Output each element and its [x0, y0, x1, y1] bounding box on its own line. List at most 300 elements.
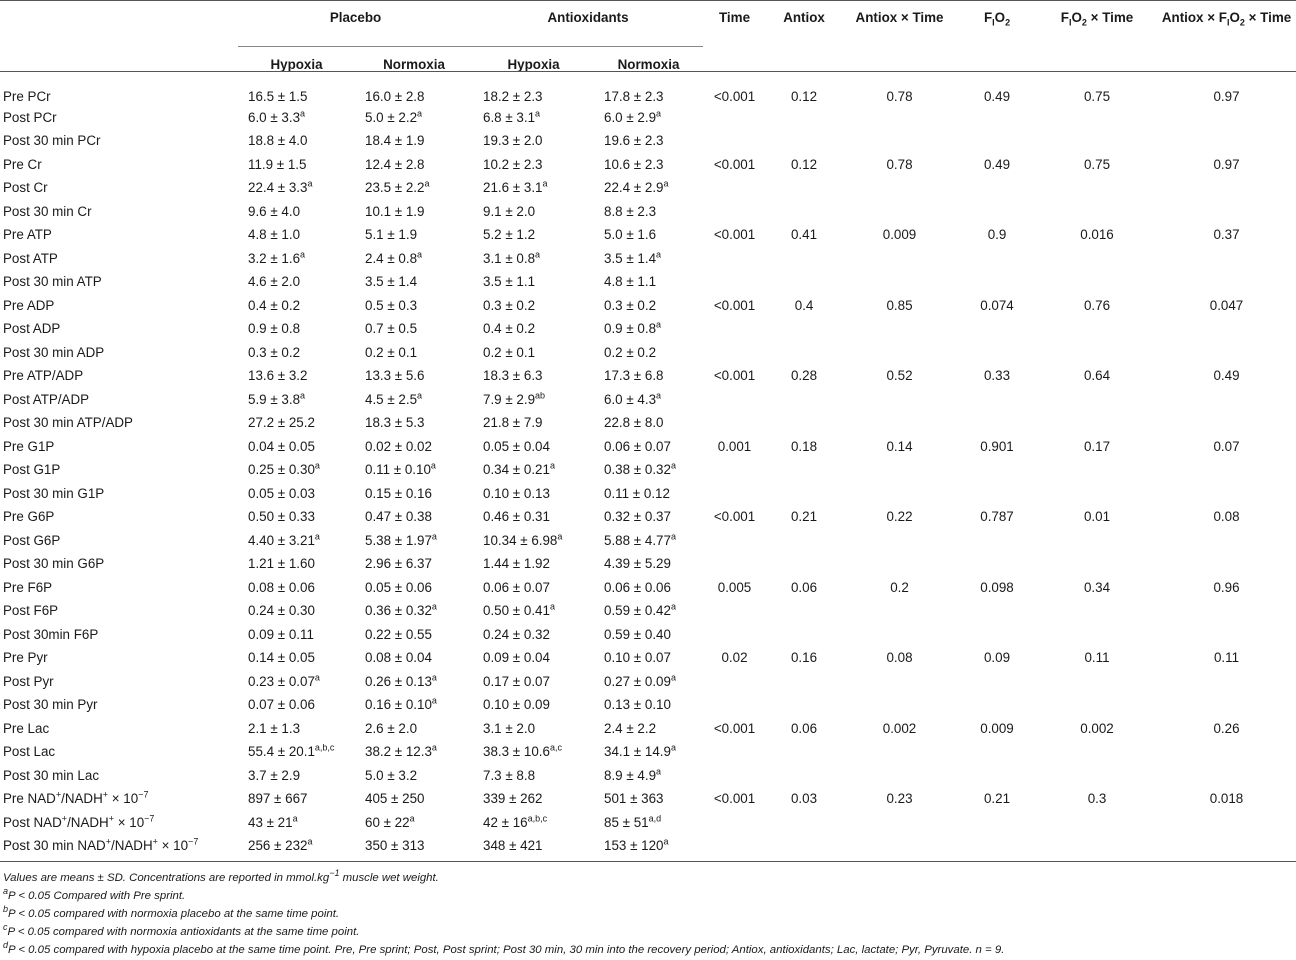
row-label — [0, 670, 238, 694]
cell-p-fio2-x-time: 0.002 — [1080, 720, 1114, 736]
cell-placebo-hypoxia — [238, 834, 355, 858]
cell-antiox-normoxia — [594, 317, 703, 341]
cell-placebo-hypoxia-sup: a — [314, 531, 320, 542]
cell-placebo-hypoxia-value: 0.9 ± 0.8 — [248, 321, 301, 337]
cell-p-antiox-x-time: 0.009 — [882, 227, 917, 243]
cell-placebo-hypoxia-value: 16.5 ± 1.5 — [248, 89, 308, 105]
row-label-exp: −7 — [138, 789, 149, 800]
cell-p-fio2-x-time — [1037, 529, 1157, 553]
row-label-text: Post PCr — [3, 109, 57, 125]
cell-p-fio2: 0.074 — [980, 297, 1014, 313]
cell-placebo-normoxia-value: 2.6 ± 2.0 — [365, 720, 418, 736]
cell-p-fio2: 0.098 — [980, 579, 1014, 595]
cell-p-antiox-x-fio2-x-time — [1157, 129, 1296, 153]
row-label-text: Post ADP — [3, 321, 61, 337]
row-label — [0, 693, 238, 717]
cell-p-antiox-x-fio2-x-time — [1157, 388, 1296, 412]
row-label-text: Post 30 min PCr — [3, 133, 101, 149]
cell-p-antiox-x-time — [842, 740, 957, 764]
cell-p-antiox — [766, 482, 842, 506]
cell-placebo-normoxia — [355, 693, 473, 717]
cell-antiox-normoxia — [594, 787, 703, 811]
row-label-text: Pre G6P — [3, 509, 55, 525]
cell-placebo-normoxia — [355, 529, 473, 553]
cell-placebo-normoxia-sup: a — [431, 695, 437, 706]
cell-antiox-hypoxia-value: 7.3 ± 8.8 — [483, 767, 536, 783]
cell-placebo-hypoxia — [238, 458, 355, 482]
cell-placebo-normoxia-value: 5.0 ± 3.2 — [365, 767, 418, 783]
cell-placebo-hypoxia — [238, 811, 355, 835]
cell-placebo-hypoxia — [238, 529, 355, 553]
cell-antiox-hypoxia-value: 9.1 ± 2.0 — [483, 203, 536, 219]
cell-placebo-normoxia-value: 0.08 ± 0.04 — [365, 650, 432, 666]
cell-p-antiox-x-time — [842, 623, 957, 647]
cell-p-fio2 — [957, 129, 1037, 153]
cell-p-fio2-x-time — [1037, 341, 1157, 365]
cell-placebo-hypoxia — [238, 482, 355, 506]
cell-p-antiox-x-time — [842, 388, 957, 412]
cell-placebo-normoxia-value: 18.4 ± 1.9 — [365, 133, 425, 149]
cell-p-fio2 — [957, 764, 1037, 788]
row-label-text: Post Pyr — [3, 673, 54, 689]
cell-p-fio2 — [957, 482, 1037, 506]
cell-antiox-normoxia — [594, 270, 703, 294]
cell-placebo-normoxia — [355, 435, 473, 459]
cell-antiox-hypoxia-value: 7.9 ± 2.9 — [483, 391, 536, 407]
cell-antiox-normoxia — [594, 646, 703, 670]
cell-placebo-hypoxia — [238, 388, 355, 412]
cell-placebo-hypoxia — [238, 599, 355, 623]
row-label-text: Pre Pyr — [3, 650, 48, 666]
cell-p-antiox-x-time: 0.08 — [886, 650, 913, 666]
cell-antiox-hypoxia — [473, 482, 594, 506]
row-label-text: Pre ADP — [3, 297, 55, 313]
cell-placebo-normoxia — [355, 646, 473, 670]
footnote-values-exp: −1 — [329, 868, 340, 879]
cell-antiox-normoxia-sup: a — [656, 108, 662, 119]
cell-antiox-hypoxia-value: 0.24 ± 0.32 — [483, 626, 550, 642]
cell-antiox-hypoxia — [473, 411, 594, 435]
cell-antiox-normoxia-value: 8.9 ± 4.9 — [604, 767, 657, 783]
cell-antiox-hypoxia — [473, 317, 594, 341]
cell-p-antiox — [766, 740, 842, 764]
cell-antiox-normoxia-value: 2.4 ± 2.2 — [604, 720, 657, 736]
cell-placebo-hypoxia — [238, 294, 355, 318]
row-label-text: Pre Lac — [3, 720, 50, 736]
cell-placebo-normoxia-value: 0.2 ± 0.1 — [365, 344, 418, 360]
cell-p-fio2: 0.009 — [980, 720, 1014, 736]
cell-p-fio2 — [957, 411, 1037, 435]
cell-antiox-normoxia-value: 6.0 ± 4.3 — [604, 391, 657, 407]
table-body — [0, 82, 1296, 858]
cell-p-antiox-x-fio2-x-time — [1157, 200, 1296, 224]
row-label-text: Pre Cr — [3, 156, 42, 172]
cell-p-antiox-x-time — [842, 599, 957, 623]
cell-p-antiox-x-time — [842, 834, 957, 858]
row-label-sup: + — [61, 813, 68, 824]
cell-p-antiox-x-fio2-x-time — [1157, 693, 1296, 717]
cell-placebo-hypoxia — [238, 129, 355, 153]
cell-p-antiox-x-time: 0.52 — [886, 368, 913, 384]
cell-p-time — [703, 411, 766, 435]
cell-antiox-hypoxia — [473, 364, 594, 388]
cell-antiox-normoxia — [594, 740, 703, 764]
cell-p-fio2-x-time — [1037, 623, 1157, 647]
cell-p-antiox — [766, 552, 842, 576]
cell-placebo-hypoxia — [238, 787, 355, 811]
cell-placebo-hypoxia-value: 0.14 ± 0.05 — [248, 650, 315, 666]
cell-antiox-normoxia-sup: a,d — [648, 813, 662, 824]
cell-placebo-hypoxia-value: 27.2 ± 25.2 — [248, 415, 315, 431]
cell-p-antiox-x-time — [842, 341, 957, 365]
cell-p-antiox — [766, 529, 842, 553]
cell-antiox-hypoxia-value: 3.1 ± 2.0 — [483, 720, 536, 736]
cell-placebo-normoxia-sup: a — [430, 460, 436, 471]
cell-placebo-normoxia — [355, 552, 473, 576]
cell-p-fio2-x-time — [1037, 411, 1157, 435]
cell-placebo-hypoxia-value: 0.23 ± 0.07 — [248, 673, 315, 689]
cell-p-antiox-x-time — [842, 670, 957, 694]
row-label-sup: + — [55, 789, 62, 800]
cell-placebo-hypoxia-value: 0.04 ± 0.05 — [248, 438, 315, 454]
cell-placebo-normoxia-sup: a — [431, 601, 437, 612]
cell-placebo-normoxia-value: 2.96 ± 6.37 — [365, 556, 432, 572]
cell-p-antiox-x-time: 0.002 — [882, 720, 917, 736]
cell-antiox-normoxia — [594, 82, 703, 106]
sub-hypoxia-antiox — [473, 47, 594, 83]
cell-antiox-normoxia-value: 4.8 ± 1.1 — [604, 274, 657, 290]
table-row — [0, 576, 1296, 600]
cell-p-time — [703, 317, 766, 341]
cell-p-antiox-x-fio2-x-time: 0.49 — [1213, 368, 1240, 384]
cell-antiox-normoxia — [594, 505, 703, 529]
cell-p-fio2 — [957, 599, 1037, 623]
cell-antiox-hypoxia — [473, 717, 594, 741]
cell-placebo-hypoxia-value: 22.4 ± 3.3 — [248, 180, 308, 196]
cell-antiox-hypoxia-value: 0.09 ± 0.04 — [483, 650, 550, 666]
cell-p-antiox — [766, 693, 842, 717]
sub-normoxia-placebo-label: Normoxia — [383, 57, 445, 72]
footnote-d-text: P < 0.05 compared with hypoxia placebo at the same time point. Pre, Pre sprint; Post, Post sprint; Post 30 min, 30 min into the recovery period; Antiox, antioxidants; Lac, lactate; Pyr, Pyruvate. n = 9. — [8, 944, 1005, 956]
cell-antiox-hypoxia — [473, 764, 594, 788]
row-label-sup: + — [102, 789, 109, 800]
cell-p-time: 0.005 — [717, 579, 752, 595]
cell-p-time — [703, 200, 766, 224]
cell-p-antiox-x-fio2-x-time — [1157, 764, 1296, 788]
cell-antiox-normoxia-value: 0.32 ± 0.37 — [604, 509, 671, 525]
cell-antiox-normoxia-value: 17.8 ± 2.3 — [604, 89, 664, 105]
col-fio2 — [957, 0, 1037, 82]
table-row — [0, 458, 1296, 482]
cell-antiox-normoxia — [594, 623, 703, 647]
cell-antiox-normoxia-value: 0.10 ± 0.07 — [604, 650, 671, 666]
row-label-text: Post 30 min Lac — [3, 767, 100, 783]
cell-p-fio2-x-time — [1037, 811, 1157, 835]
cell-placebo-normoxia — [355, 576, 473, 600]
cell-placebo-hypoxia-value: 4.6 ± 2.0 — [248, 274, 301, 290]
cell-antiox-normoxia — [594, 717, 703, 741]
cell-antiox-hypoxia-value: 0.50 ± 0.41 — [483, 603, 550, 619]
cell-p-fio2: 0.33 — [983, 368, 1011, 384]
cell-antiox-hypoxia-value: 21.6 ± 3.1 — [483, 180, 543, 196]
cell-p-fio2 — [957, 623, 1037, 647]
cell-p-antiox-x-time — [842, 106, 957, 130]
cell-antiox-hypoxia-value: 0.06 ± 0.07 — [483, 579, 550, 595]
table-row — [0, 176, 1296, 200]
cell-placebo-hypoxia — [238, 411, 355, 435]
cell-placebo-hypoxia — [238, 693, 355, 717]
cell-antiox-hypoxia — [473, 623, 594, 647]
cell-p-time: <0.001 — [713, 227, 756, 243]
cell-p-fio2: 0.49 — [983, 89, 1011, 105]
cell-placebo-normoxia — [355, 811, 473, 835]
cell-p-antiox-x-fio2-x-time — [1157, 599, 1296, 623]
row-label-text: Pre PCr — [3, 89, 51, 105]
cell-placebo-hypoxia-value: 3.2 ± 1.6 — [248, 250, 301, 266]
cell-p-fio2-x-time — [1037, 270, 1157, 294]
cell-placebo-normoxia — [355, 129, 473, 153]
cell-placebo-hypoxia-value: 3.7 ± 2.9 — [248, 767, 301, 783]
cell-p-fio2-x-time: 0.75 — [1083, 89, 1111, 105]
cell-p-fio2: 0.09 — [983, 650, 1011, 666]
cell-p-fio2 — [957, 176, 1037, 200]
cell-p-fio2-x-time — [1037, 552, 1157, 576]
cell-placebo-normoxia — [355, 317, 473, 341]
cell-p-fio2-x-time: 0.3 — [1087, 791, 1107, 807]
cell-antiox-normoxia-sup: a — [670, 601, 676, 612]
table-row — [0, 693, 1296, 717]
cell-p-antiox: 0.12 — [790, 156, 818, 172]
cell-p-antiox-x-time — [842, 176, 957, 200]
cell-p-time — [703, 740, 766, 764]
col-fio2-2: 2 — [1005, 17, 1011, 28]
cell-p-fio2-x-time: 0.016 — [1080, 227, 1114, 243]
cell-p-antiox: 0.16 — [790, 650, 818, 666]
row-label-text: Pre ATP — [3, 227, 52, 243]
cell-p-time — [703, 693, 766, 717]
cell-placebo-normoxia-value: 0.16 ± 0.10 — [365, 697, 432, 713]
row-label — [0, 787, 238, 811]
cell-antiox-hypoxia-value: 5.2 ± 1.2 — [483, 227, 536, 243]
row-label-text: Post 30 min ATP/ADP — [3, 415, 133, 431]
cell-placebo-normoxia-sup: a — [417, 390, 423, 401]
cell-p-antiox-x-fio2-x-time: 0.26 — [1213, 720, 1240, 736]
cell-antiox-hypoxia-value: 0.4 ± 0.2 — [483, 321, 536, 337]
row-label — [0, 341, 238, 365]
cell-p-time — [703, 247, 766, 271]
col-fio2-x-time-i: I — [1068, 17, 1072, 28]
cell-antiox-hypoxia — [473, 200, 594, 224]
cell-placebo-normoxia — [355, 200, 473, 224]
col-antiox-x-time — [842, 0, 957, 82]
cell-p-antiox — [766, 670, 842, 694]
footnote-a-mark: a — [3, 886, 9, 897]
cell-antiox-hypoxia — [473, 576, 594, 600]
cell-p-antiox-x-time — [842, 458, 957, 482]
cell-antiox-normoxia-value: 0.06 ± 0.06 — [604, 579, 671, 595]
cell-p-fio2: 0.787 — [980, 509, 1014, 525]
cell-p-fio2-x-time — [1037, 388, 1157, 412]
table-row — [0, 435, 1296, 459]
cell-p-antiox-x-time: 0.85 — [886, 297, 913, 313]
cell-p-antiox-x-fio2-x-time: 0.047 — [1209, 297, 1244, 313]
cell-placebo-hypoxia-value: 18.8 ± 4.0 — [248, 133, 308, 149]
cell-antiox-normoxia-sup: a — [656, 390, 662, 401]
cell-placebo-normoxia-value: 18.3 ± 5.3 — [365, 415, 425, 431]
cell-p-antiox-x-fio2-x-time: 0.37 — [1213, 227, 1240, 243]
row-label-text: Post Cr — [3, 180, 48, 196]
cell-placebo-hypoxia — [238, 82, 355, 106]
cell-antiox-hypoxia-value: 3.1 ± 0.8 — [483, 250, 536, 266]
table-row — [0, 364, 1296, 388]
cell-p-fio2-x-time: 0.64 — [1083, 368, 1111, 384]
cell-placebo-normoxia-sup: a — [417, 108, 423, 119]
cell-p-time: <0.001 — [713, 720, 756, 736]
row-label — [0, 576, 238, 600]
group-antioxidants-label: Antioxidants — [547, 10, 629, 25]
cell-p-antiox — [766, 411, 842, 435]
table-row — [0, 411, 1296, 435]
cell-p-antiox-x-time — [842, 200, 957, 224]
cell-placebo-normoxia-value: 0.26 ± 0.13 — [365, 673, 432, 689]
cell-antiox-hypoxia-value: 18.3 ± 6.3 — [483, 368, 543, 384]
cell-antiox-normoxia-value: 5.0 ± 1.6 — [604, 227, 657, 243]
cell-p-antiox — [766, 811, 842, 835]
cell-antiox-normoxia — [594, 670, 703, 694]
cell-placebo-hypoxia-sup: a — [300, 108, 306, 119]
cell-p-time — [703, 834, 766, 858]
cell-placebo-hypoxia-value: 11.9 ± 1.5 — [248, 156, 307, 172]
cell-antiox-normoxia — [594, 388, 703, 412]
cell-antiox-normoxia-sup: a — [663, 178, 669, 189]
cell-antiox-hypoxia-sup: a — [549, 460, 555, 471]
cell-p-antiox-x-fio2-x-time — [1157, 458, 1296, 482]
sub-normoxia-placebo — [355, 47, 473, 83]
cell-antiox-normoxia — [594, 153, 703, 177]
cell-p-antiox — [766, 106, 842, 130]
cell-antiox-normoxia-value: 6.0 ± 2.9 — [604, 109, 657, 125]
cell-p-fio2: 0.901 — [980, 438, 1014, 454]
cell-p-antiox-x-time — [842, 552, 957, 576]
row-label-text: Post F6P — [3, 603, 59, 619]
cell-p-fio2-x-time: 0.76 — [1083, 297, 1111, 313]
row-label — [0, 200, 238, 224]
col-fio2-x-time — [1037, 0, 1157, 82]
cell-placebo-normoxia — [355, 82, 473, 106]
table-row — [0, 153, 1296, 177]
footnote-a-text: P < 0.05 Compared with Pre sprint. — [8, 890, 186, 902]
cell-placebo-normoxia-value: 5.38 ± 1.97 — [365, 532, 432, 548]
cell-p-antiox — [766, 834, 842, 858]
cell-antiox-hypoxia-value: 0.05 ± 0.04 — [483, 438, 550, 454]
cell-antiox-normoxia-value: 0.59 ± 0.42 — [604, 603, 671, 619]
cell-p-antiox — [766, 176, 842, 200]
cell-p-antiox-x-time — [842, 693, 957, 717]
cell-p-fio2 — [957, 552, 1037, 576]
footnote-b-text: P < 0.05 compared with normoxia placebo at the same time point. — [8, 908, 340, 920]
group-placebo — [238, 0, 473, 47]
cell-antiox-normoxia — [594, 129, 703, 153]
group-antioxidants — [473, 0, 703, 47]
cell-placebo-hypoxia — [238, 576, 355, 600]
table-row — [0, 388, 1296, 412]
cell-p-antiox-x-fio2-x-time: 0.08 — [1213, 509, 1240, 525]
cell-p-time — [703, 106, 766, 130]
table-row — [0, 129, 1296, 153]
cell-antiox-hypoxia — [473, 82, 594, 106]
row-label — [0, 411, 238, 435]
cell-p-fio2 — [957, 458, 1037, 482]
cell-placebo-normoxia — [355, 223, 473, 247]
cell-placebo-hypoxia-sup: a — [307, 836, 313, 847]
cell-placebo-hypoxia — [238, 740, 355, 764]
cell-p-antiox-x-fio2-x-time — [1157, 811, 1296, 835]
cell-placebo-normoxia-value: 12.4 ± 2.8 — [365, 156, 425, 172]
cell-antiox-hypoxia — [473, 247, 594, 271]
row-label-mid: /NADH — [61, 791, 103, 807]
cell-antiox-normoxia — [594, 106, 703, 130]
footnote-c — [3, 922, 360, 938]
table-row — [0, 740, 1296, 764]
row-label-text: Post G6P — [3, 532, 61, 548]
cell-p-fio2 — [957, 247, 1037, 271]
cell-p-time — [703, 388, 766, 412]
row-label-text: Post 30 min ATP — [3, 274, 102, 290]
cell-antiox-hypoxia-sup: a — [535, 249, 541, 260]
cell-placebo-normoxia — [355, 458, 473, 482]
cell-antiox-hypoxia — [473, 552, 594, 576]
cell-p-time — [703, 341, 766, 365]
row-label — [0, 834, 238, 858]
cell-p-fio2: 0.9 — [987, 227, 1007, 243]
col-antiox-x-time-label: Antiox × Time — [855, 10, 944, 25]
cell-p-antiox: 0.41 — [790, 227, 818, 243]
cell-p-antiox — [766, 388, 842, 412]
cell-antiox-hypoxia-value: 348 ± 421 — [483, 838, 543, 854]
cell-antiox-hypoxia-sup: a — [549, 601, 555, 612]
cell-antiox-hypoxia — [473, 646, 594, 670]
cell-placebo-normoxia-value: 0.47 ± 0.38 — [365, 509, 432, 525]
cell-p-time — [703, 552, 766, 576]
cell-antiox-hypoxia-value: 0.10 ± 0.09 — [483, 697, 550, 713]
sub-hypoxia-placebo — [238, 47, 355, 83]
col-triple-prefix: Antiox × F — [1161, 10, 1227, 25]
cell-p-antiox-x-fio2-x-time: 0.97 — [1213, 156, 1240, 172]
col-fio2-i: I — [992, 17, 995, 28]
cell-antiox-hypoxia-value: 3.5 ± 1.1 — [483, 274, 536, 290]
row-label-sup: + — [105, 836, 111, 847]
cell-antiox-normoxia-value: 3.5 ± 1.4 — [604, 250, 657, 266]
cell-antiox-normoxia — [594, 223, 703, 247]
cell-placebo-hypoxia-sup: a — [292, 813, 298, 824]
table-row — [0, 270, 1296, 294]
cell-p-antiox — [766, 200, 842, 224]
cell-p-time: <0.001 — [713, 89, 756, 105]
cell-antiox-normoxia — [594, 482, 703, 506]
cell-p-antiox-x-time — [842, 811, 957, 835]
cell-placebo-normoxia-value: 3.5 ± 1.4 — [365, 274, 418, 290]
cell-p-antiox-x-fio2-x-time — [1157, 482, 1296, 506]
cell-p-antiox-x-fio2-x-time — [1157, 623, 1296, 647]
cell-antiox-normoxia-value: 153 ± 120 — [604, 838, 664, 854]
cell-placebo-hypoxia — [238, 317, 355, 341]
cell-antiox-normoxia-value: 17.3 ± 6.8 — [604, 368, 664, 384]
table-row — [0, 646, 1296, 670]
cell-placebo-hypoxia-value: 5.9 ± 3.8 — [248, 391, 301, 407]
cell-placebo-normoxia-value: 0.5 ± 0.3 — [365, 297, 418, 313]
cell-placebo-hypoxia-value: 0.08 ± 0.06 — [248, 579, 315, 595]
cell-p-fio2-x-time — [1037, 458, 1157, 482]
